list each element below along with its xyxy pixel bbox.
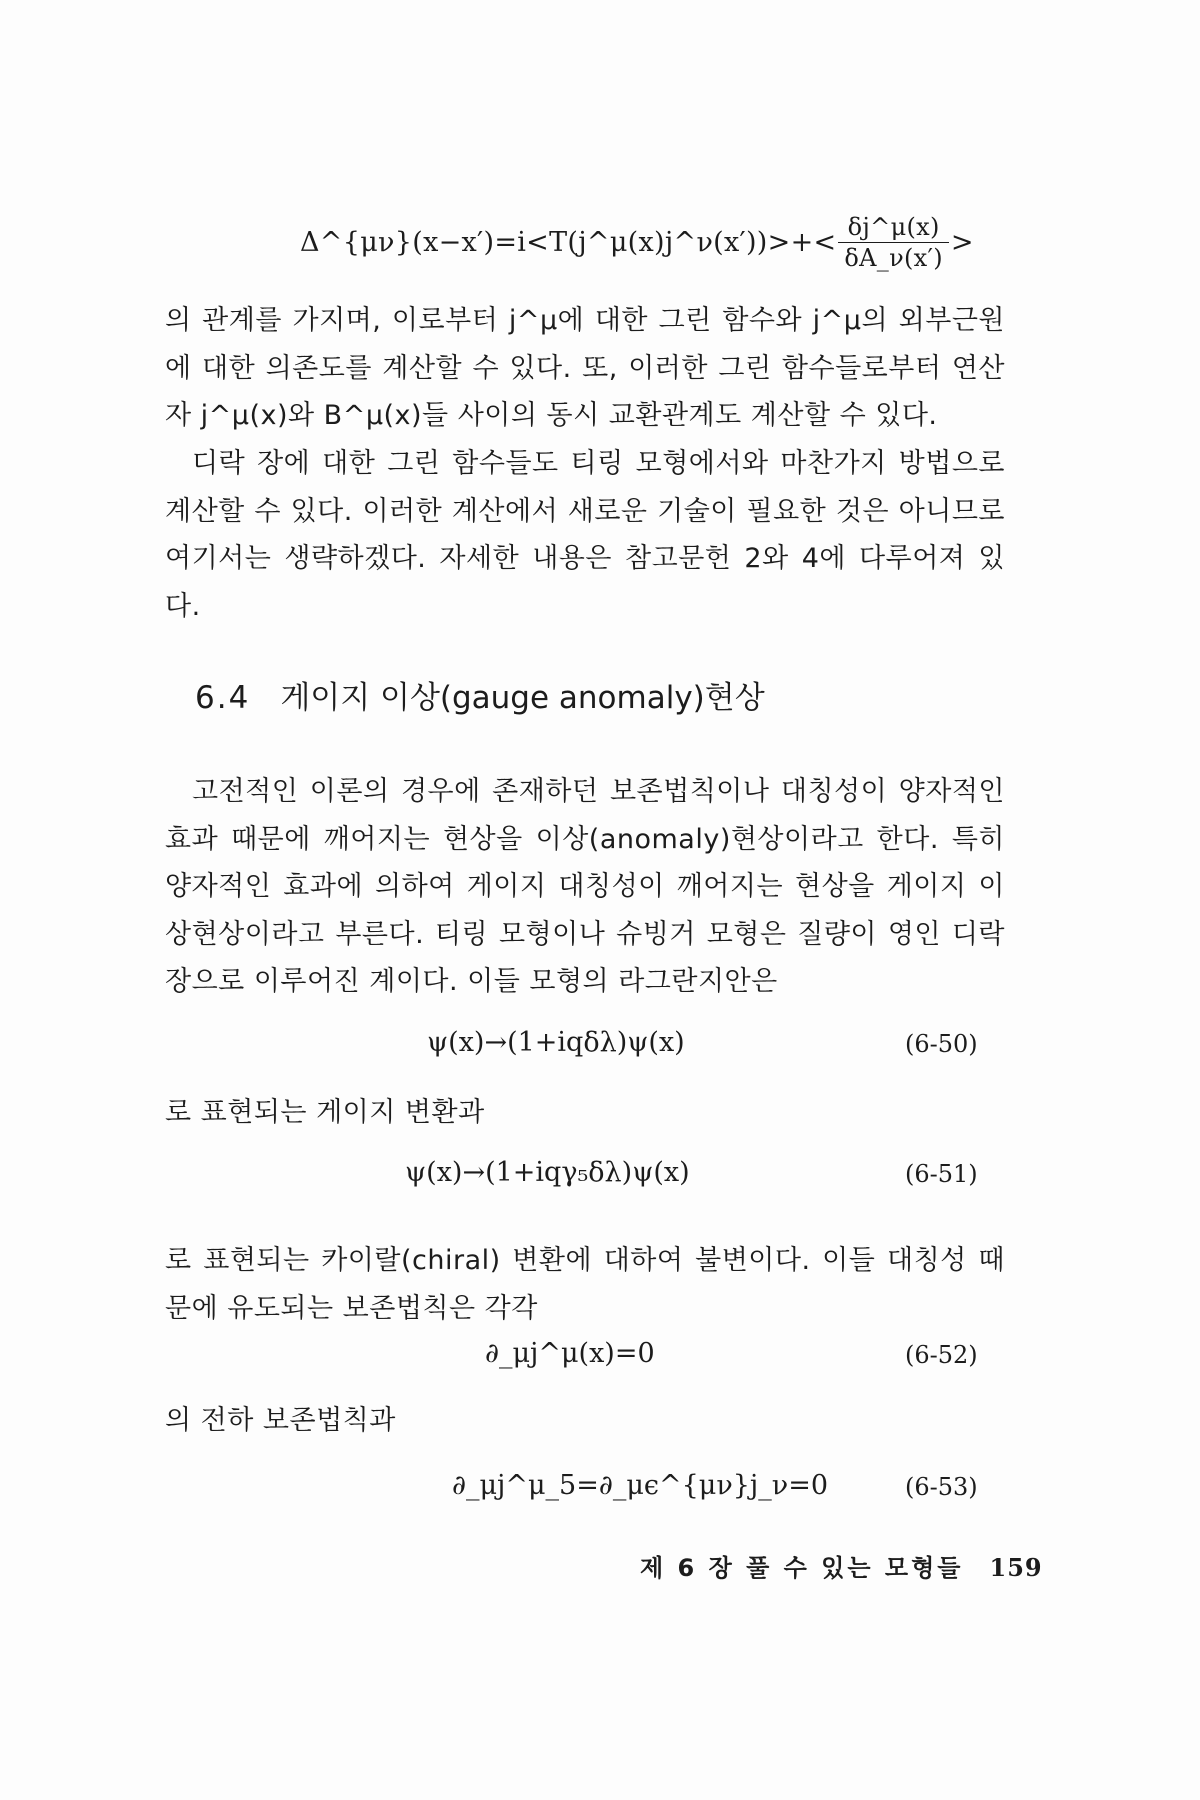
- running-footer: [640, 1548, 1043, 1583]
- equation-6-51: ψ(x)→(1+iqγ₅δλ)ψ(x): [405, 1157, 690, 1188]
- equation-6-50: ψ(x)→(1+iqδλ)ψ(x): [427, 1027, 685, 1058]
- page-number: 159: [989, 1553, 1043, 1582]
- equation-number-6-50: (6-50): [905, 1030, 978, 1058]
- paragraph-green-function: 의 관계를 가지며, 이로부터 j^μ에 대한 그린 함수와 j^μ의 외부근원에 대한 의존도를 계산할 수 있다. 또, 이러한 그린 함수들로부터 연산자 j^μ(x)와 B^μ(x)들 사이의 동시 교환관계도 계산할 수 있다.: [165, 305, 1005, 431]
- text-gauge-transformation: 로 표현되는 게이지 변환과: [165, 1097, 485, 1128]
- equation-tail: >: [950, 227, 974, 258]
- section-title: 게이지 이상(gauge anomaly)현상: [280, 680, 765, 716]
- text-charge-conservation: 의 전하 보존법칙과: [165, 1405, 396, 1436]
- equation-number-6-53: (6-53): [905, 1473, 978, 1501]
- equation-lhs: Δ^{μν}(x−x′)=i<T(j^μ(x)j^ν(x′))>+<: [300, 227, 837, 258]
- paragraph-chiral-transformation: 로 표현되는 카이랄(chiral) 변환에 대하여 불변이다. 이들 대칭성 때문에 유도되는 보존법칙은 각각: [165, 1245, 1005, 1324]
- fraction-denominator: δA_ν(x′): [844, 244, 943, 272]
- fraction-numerator: δj^μ(x): [838, 213, 948, 243]
- equation-6-53: ∂_μj^μ_5=∂_μϵ^{μν}j_ν=0: [452, 1470, 829, 1501]
- paragraph-dirac-field: [165, 440, 1005, 630]
- paragraph-dirac-field-text: 디락 장에 대한 그린 함수들도 티링 모형에서와 마찬가지 방법으로 계산할 수 있다. 이러한 계산에서 새로운 기술이 필요한 것은 아니므로 여기서는 생략하겠다. 자세한 내용은 참고문헌 2와 4에 다루어져 있다.: [165, 448, 1005, 622]
- equation-number-6-52: (6-52): [905, 1341, 978, 1369]
- equation-number-6-51: (6-51): [905, 1160, 978, 1188]
- section-number: 6.4: [195, 680, 251, 716]
- equation-6-52: ∂_μj^μ(x)=0: [485, 1338, 655, 1369]
- paragraph-anomaly-intro: [165, 768, 1005, 1006]
- functional-derivative-fraction: [838, 213, 948, 272]
- footer-chapter-title: 제 6 장 풀 수 있는 모형들: [640, 1554, 964, 1582]
- green-function-equation: [300, 213, 974, 272]
- section-heading: [195, 672, 765, 717]
- paragraph-anomaly-intro-text: 고전적인 이론의 경우에 존재하던 보존법칙이나 대칭성이 양자적인 효과 때문에 깨어지는 현상을 이상(anomaly)현상이라고 한다. 특히 양자적인 효과에 의하여 게이지 대칭성이 깨어지는 현상을 게이지 이상현상이라고 부른다. 티링 모형이나 슈빙거 모형은 질량이 영인 디락 장으로 이루어진 계이다. 이들 모형의 라그란지안은: [165, 776, 1005, 997]
